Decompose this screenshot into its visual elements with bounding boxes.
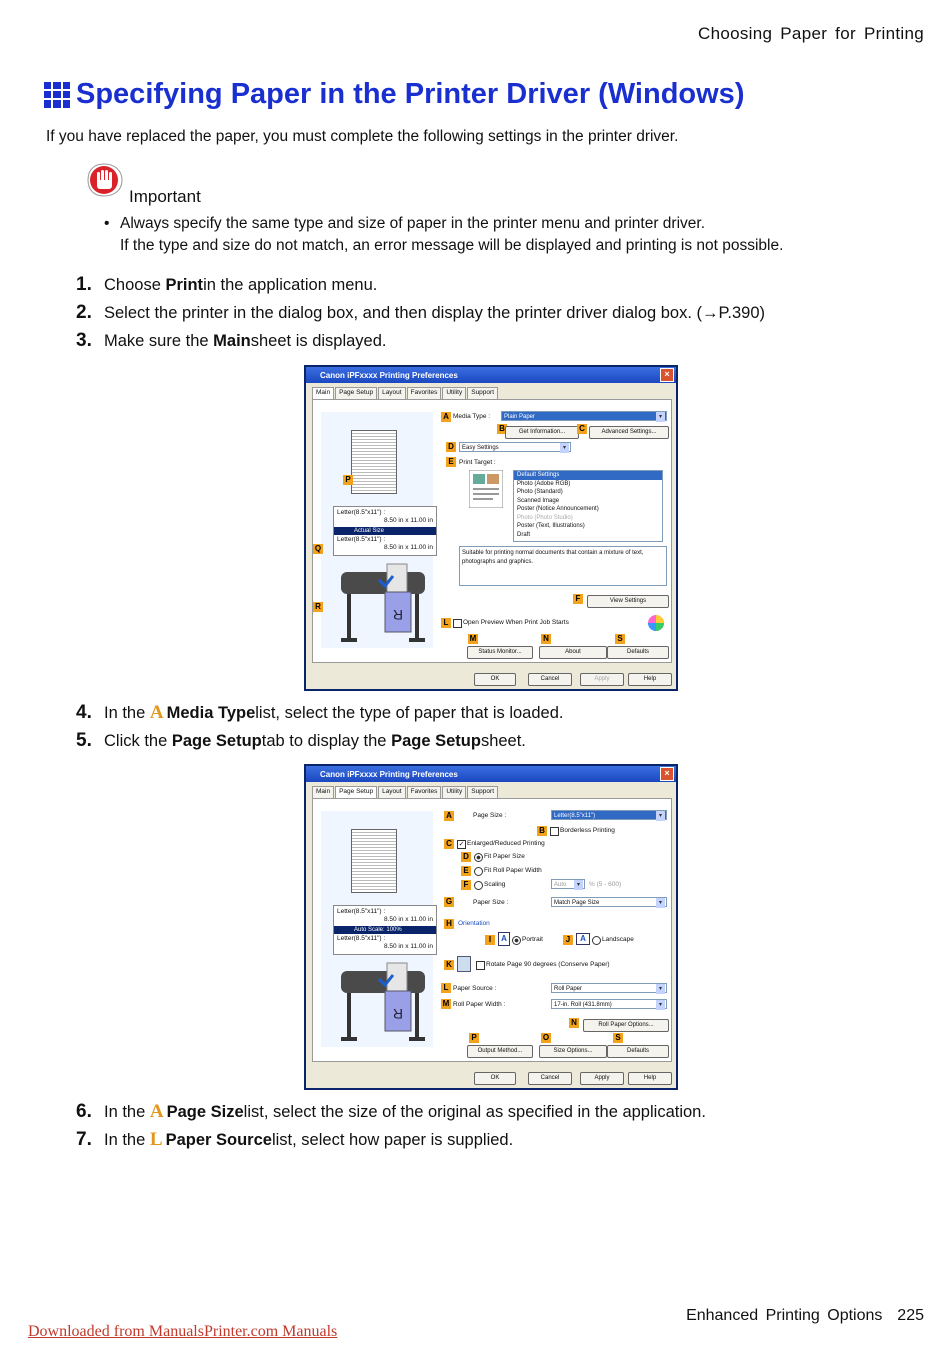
callout-s: S [615, 634, 625, 644]
orientation-label: Orientation [458, 920, 490, 927]
paper-source-label: Paper Source : [453, 985, 497, 992]
svg-text:R: R [392, 607, 403, 623]
section-grid-icon [44, 82, 70, 108]
close-icon[interactable]: × [660, 767, 674, 781]
callout-r: R [313, 602, 323, 612]
landscape-radio[interactable] [592, 936, 601, 945]
scaling-value-input[interactable]: Auto ▾ [551, 879, 585, 889]
list-item[interactable]: Photo (Photo Studio) [517, 514, 573, 521]
landscape-label: Landscape [602, 936, 634, 943]
running-header: Choosing Paper for Printing [698, 24, 924, 43]
close-icon[interactable]: × [660, 368, 674, 382]
defaults-button[interactable]: Defaults [607, 1045, 669, 1058]
color-wheel-icon[interactable] [647, 614, 665, 632]
size-mode-bar: Auto Scale: 100% [334, 926, 436, 934]
size-mode-bar: Actual Size [334, 527, 436, 535]
step-4: 4. In the A Media Type list, select the type of paper that is loaded. [76, 702, 564, 723]
footer [686, 1307, 924, 1325]
open-preview-label: Open Preview When Print Job Starts [463, 619, 569, 626]
callout-n: N [569, 1018, 579, 1028]
description-box: Suitable for printing normal documents that contain a mixture of text, photographs and graphics. [459, 546, 667, 586]
bullet-dot: • [104, 215, 110, 232]
media-type-label: Media Type : [453, 413, 491, 420]
rotate-page-icon [457, 956, 471, 972]
step-2: 2. Select the printer in the dialog box, and then display the printer driver dialog box. (→P.390) [76, 302, 766, 323]
roll-width-label: Roll Paper Width : [453, 1001, 506, 1008]
fit-roll-radio[interactable] [474, 867, 483, 876]
borderless-label: Borderless Printing [560, 827, 615, 834]
dialog-titlebar: Canon iPFxxxx Printing Preferences × [306, 367, 676, 383]
size-info-box: Letter(8.5"x11") : 8.50 in x 11.00 in Auto Scale: 100% Letter(8.5"x11") : 8.50 in x 11.00 in [333, 905, 437, 955]
about-button[interactable]: About [539, 646, 607, 659]
callout-q: Q [314, 544, 322, 553]
list-item[interactable]: Default Settings [514, 471, 662, 480]
callout-j: J [563, 935, 573, 945]
roll-paper-options-button[interactable]: Roll Paper Options... [583, 1019, 669, 1032]
bullet-line-1: Always specify the same type and size of paper in the printer menu and printer driver. [120, 215, 705, 232]
callout-e: E [446, 457, 456, 467]
printer-illustration-icon [335, 562, 431, 648]
view-settings-button[interactable]: View Settings [587, 595, 669, 608]
callout-d: D [461, 852, 471, 862]
page-number: 225 [897, 1307, 924, 1324]
print-target-list[interactable] [513, 470, 663, 542]
portrait-label: Portrait [522, 936, 543, 943]
dialog-tabs [312, 387, 498, 399]
page-size-select[interactable]: Letter(8.5"x11") ▾ [551, 810, 667, 820]
help-button[interactable]: Help [628, 1072, 672, 1085]
tab-favorites[interactable]: Favorites [407, 387, 442, 399]
status-monitor-button[interactable]: Status Monitor... [467, 646, 533, 659]
callout-a: A [441, 412, 451, 422]
portrait-radio[interactable] [512, 936, 521, 945]
list-item[interactable]: Photo (Adobe RGB) [517, 480, 571, 487]
paper-size-label: Paper Size : [473, 899, 509, 906]
callout-f: F [573, 594, 583, 604]
size-info-box: Letter(8.5"x11") : 8.50 in x 11.00 in Actual Size Letter(8.5"x11") : 8.50 in x 11.00 in [333, 506, 437, 556]
intro-text: If you have replaced the paper, you must complete the following settings in the printer driver. [46, 128, 679, 145]
footer-section: Enhanced Printing Options [686, 1307, 883, 1324]
page-setup-dialog [304, 764, 678, 1090]
callout-m: M [469, 634, 477, 643]
callout-p: P [343, 475, 353, 485]
paper-source-select[interactable]: Roll Paper ▾ [551, 983, 667, 993]
ok-button[interactable]: OK [474, 1072, 516, 1085]
callout-n: N [541, 634, 551, 644]
callout-a: A [444, 811, 454, 821]
page-setup-panel [312, 798, 672, 1062]
tab-utility[interactable]: Utility [442, 387, 466, 399]
advanced-settings-button[interactable]: Advanced Settings... [589, 426, 669, 439]
tab-main[interactable]: Main [312, 786, 334, 798]
callout-l: L [441, 618, 451, 628]
enlarged-checkbox[interactable]: ✓ [458, 841, 465, 848]
easy-settings-select[interactable]: Easy Settings ▾ [459, 442, 571, 452]
callout-o: O [542, 1033, 550, 1042]
print-target-thumbnail-icon [469, 470, 503, 508]
callout-e: E [461, 866, 471, 876]
ok-button[interactable]: OK [474, 673, 516, 686]
tab-main[interactable]: Main [312, 387, 334, 399]
important-label: Important [129, 187, 201, 206]
scaling-radio[interactable] [474, 881, 483, 890]
page-title [44, 78, 744, 111]
output-method-button[interactable]: Output Method... [467, 1045, 533, 1058]
svg-text:R: R [392, 1006, 403, 1022]
callout-g: G [445, 897, 453, 906]
callout-s: S [613, 1033, 623, 1043]
paper-size-select[interactable]: Match Page Size ▾ [551, 897, 667, 907]
scaling-label: Scaling [484, 881, 506, 888]
tab-favorites[interactable]: Favorites [407, 786, 442, 798]
step-5: 5. Click the Page Setup tab to display the Page Setup sheet. [76, 730, 526, 751]
list-item[interactable]: Draft [517, 531, 531, 538]
page-title-text: Specifying Paper in the Printer Driver (Windows) [76, 78, 745, 110]
dialog-titlebar: Canon iPFxxxx Printing Preferences × [306, 766, 676, 782]
list-item[interactable]: Poster (Text, Illustrations) [517, 523, 585, 529]
open-preview-checkbox[interactable] [453, 619, 462, 628]
print-preview [321, 412, 433, 648]
defaults-button[interactable]: Defaults [607, 646, 669, 659]
borderless-checkbox[interactable] [550, 827, 559, 836]
main-sheet-panel [312, 399, 672, 663]
callout-p: P [469, 1033, 479, 1043]
printer-illustration-icon [335, 961, 431, 1047]
landscape-icon: A [576, 933, 590, 945]
scaling-range-label: % (5 - 600) [589, 881, 622, 888]
enlarged-label: Enlarged/Reduced Printing [467, 840, 545, 847]
callout-h: H [444, 919, 454, 929]
tab-support[interactable]: Support [467, 786, 498, 798]
bullet-line-2: If the type and size do not match, an error message will be displayed and printing is not possible. [120, 237, 784, 254]
list-item[interactable]: Photo (Standard) [517, 489, 563, 495]
cancel-button[interactable]: Cancel [528, 673, 572, 686]
step-7: 7. In the L Paper Source list, select how paper is supplied. [76, 1129, 514, 1150]
callout-c: C [577, 424, 587, 434]
tab-utility[interactable]: Utility [442, 786, 466, 798]
source-link[interactable]: Downloaded from ManualsPrinter.com Manuals [28, 1323, 338, 1340]
page-preview [351, 829, 397, 893]
callout-f: F [461, 880, 471, 890]
portrait-icon: A [498, 932, 510, 946]
callout-b: B [537, 826, 547, 836]
callout-b: B [497, 424, 507, 434]
important-hand-icon [84, 162, 124, 198]
dialog-tabs [312, 786, 498, 798]
print-preview [321, 811, 433, 1047]
step-6: 6. In the A Page Size list, select the size of the original as specified in the application. [76, 1101, 706, 1122]
rotate-checkbox[interactable] [476, 961, 485, 970]
tab-layout[interactable]: Layout [378, 786, 406, 798]
print-target-label: Print Target : [459, 459, 496, 466]
apply-button[interactable]: Apply [580, 673, 624, 686]
important-bullet [104, 213, 783, 257]
tab-support[interactable]: Support [467, 387, 498, 399]
help-button[interactable]: Help [628, 673, 672, 686]
step-3: 3. Make sure the Main sheet is displayed. [76, 330, 387, 351]
callout-d: D [446, 442, 456, 452]
tab-page-setup[interactable]: Page Setup [335, 786, 377, 798]
roll-width-select[interactable]: 17-in. Roll (431.8mm) ▾ [551, 999, 667, 1009]
callout-c: C [444, 839, 454, 849]
fit-paper-label: Fit Paper Size [484, 853, 525, 860]
step-1: 1. Choose Print in the application menu. [76, 274, 378, 295]
apply-button[interactable]: Apply [580, 1072, 624, 1085]
callout-m: M [442, 999, 450, 1008]
tab-page-setup[interactable]: Page Setup [335, 387, 377, 399]
cancel-button[interactable]: Cancel [528, 1072, 572, 1085]
callout-i: I [485, 935, 495, 945]
media-type-select[interactable]: Plain Paper ▾ [501, 411, 667, 421]
page-preview [351, 430, 397, 494]
list-item[interactable]: Poster (Notice Announcement) [517, 506, 599, 512]
rotate-label: Rotate Page 90 degrees (Conserve Paper) [486, 961, 610, 968]
callout-k: K [444, 960, 454, 970]
fit-paper-radio[interactable] [474, 853, 483, 862]
fit-roll-label: Fit Roll Paper Width [484, 867, 542, 874]
callout-l: L [441, 983, 451, 993]
size-options-button[interactable]: Size Options... [539, 1045, 607, 1058]
get-information-button[interactable]: Get Information... [505, 426, 579, 439]
tab-layout[interactable]: Layout [378, 387, 406, 399]
list-item[interactable]: Scanned Image [517, 497, 560, 504]
main-sheet-dialog [304, 365, 678, 691]
page-size-label: Page Size : [473, 812, 507, 819]
